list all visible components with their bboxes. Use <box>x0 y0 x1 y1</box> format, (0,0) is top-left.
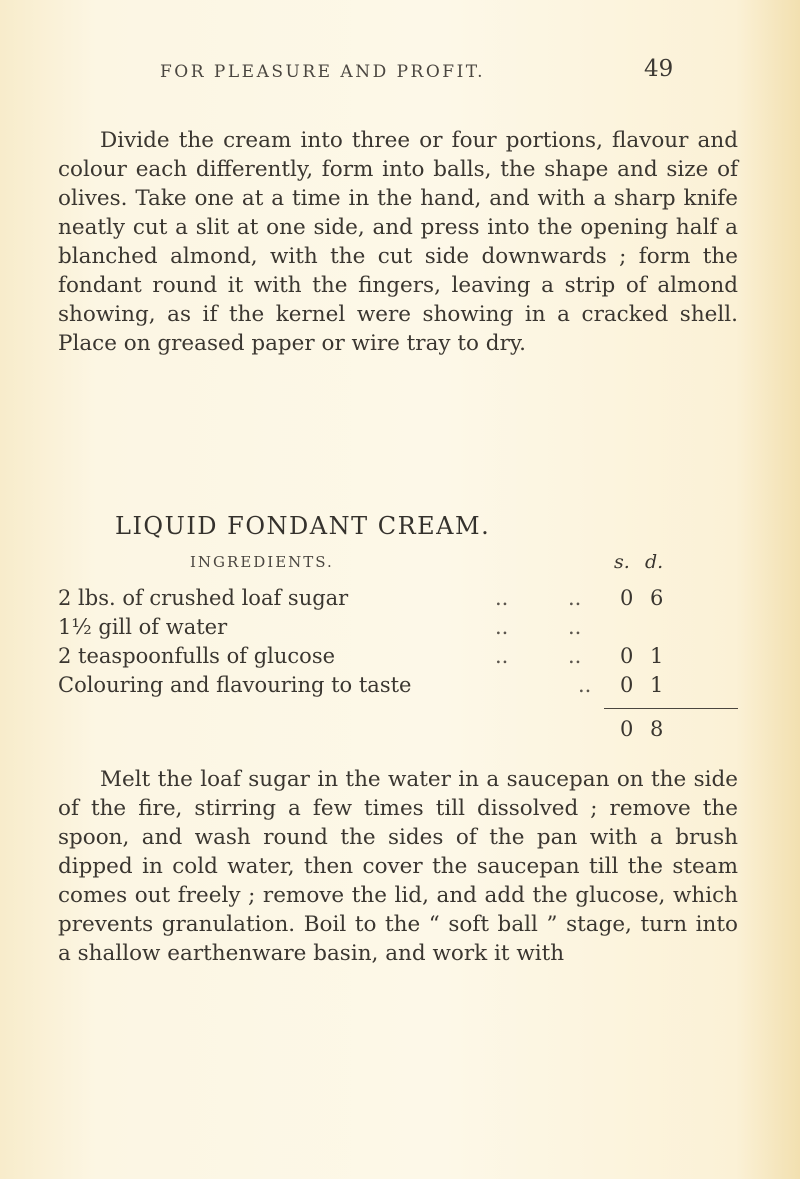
ingredient-shillings: 0 <box>620 586 634 610</box>
ingredient-name: 2 teaspoonfulls of glucose <box>58 644 336 668</box>
page-number: 49 <box>644 56 674 82</box>
ingredient-shillings: 0 <box>620 673 634 697</box>
leader-dots: .. <box>568 615 582 639</box>
ingredient-name: Colouring and flavouring to taste <box>58 673 412 697</box>
paragraph-1: Divide the cream into three or four portions, flavour and colour each differently, form into balls, the shape and size of olives. Take one at a time in the hand, and with a sharp knife neatly cut a slit at one side, and press into the opening half a blanched almond, with the cut side downwards ; form the fondant round it with the fingers, leaving a strip of almond showing, as if the kernel were showing in a cracked shell. Place on greased paper or wire tray to dry. <box>58 128 738 356</box>
leader-dots: .. <box>495 615 509 639</box>
leader-dots: .. <box>495 644 509 668</box>
ingredient-row <box>58 586 738 616</box>
leader-dots: .. <box>495 586 509 610</box>
ingredient-pence: 1 <box>650 644 664 668</box>
leader-dots: .. <box>568 644 582 668</box>
running-head-title: FOR PLEASURE AND PROFIT. <box>160 62 486 82</box>
leader-dots: .. <box>578 673 592 697</box>
running-head <box>160 56 720 96</box>
ingredient-pence: 6 <box>650 586 664 610</box>
ingredient-name: 2 lbs. of crushed loaf sugar <box>58 586 349 610</box>
leader-dots: .. <box>568 586 582 610</box>
recipe-title: LIQUID FONDANT CREAM. <box>115 512 491 540</box>
ingredient-row <box>58 673 738 703</box>
ingredient-pence: 1 <box>650 673 664 697</box>
ingredient-shillings: 0 <box>620 644 634 668</box>
shillings-column-heading: s. <box>614 551 630 573</box>
pence-column-heading: d. <box>645 551 664 573</box>
total-rule <box>604 708 738 709</box>
paragraph-2: Melt the loaf sugar in the water in a saucepan on the side of the fire, stirring a few times till dissolved ; remove the spoon, and wash round the sides of the pan with a brush dipped in cold water, then cover the saucepan till the steam comes out freely ; remove the lid, and add the glucose, which prevents granulation. Boil to the “ soft ball ” stage, turn into a shallow earthenware basin, and work it with <box>58 767 738 966</box>
ingredients-heading: INGREDIENTS. <box>190 553 334 571</box>
ingredient-row <box>58 615 738 645</box>
ingredient-name: 1½ gill of water <box>58 615 228 639</box>
total-shillings: 0 <box>620 717 634 741</box>
total-pence: 8 <box>650 717 664 741</box>
ingredient-row <box>58 644 738 674</box>
